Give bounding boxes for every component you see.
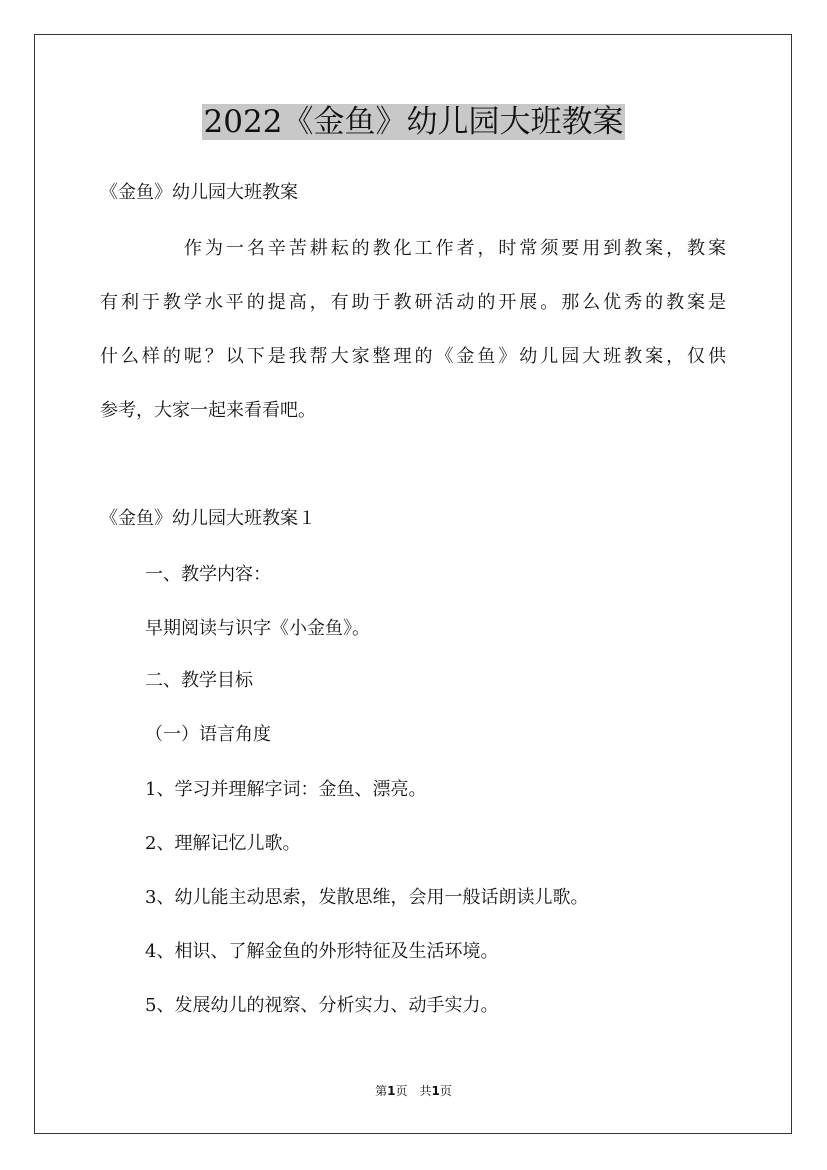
goal-item-2: 2、理解记忆儿歌。 bbox=[145, 833, 301, 854]
goal-item-4: 4、相识、了解金鱼的外形特征及生活环境。 bbox=[145, 941, 499, 962]
document-subtitle: 《金鱼》幼儿园大班教案 bbox=[100, 182, 298, 203]
intro-line-1: 作为一名辛苦耕耘的教化工作者，时常须要用到教案，教案 bbox=[184, 238, 726, 259]
footer-middle: 页 共 bbox=[395, 1084, 432, 1098]
intro-line-3: 什么样的呢？以下是我帮大家整理的《金鱼》幼儿园大班教案，仅供 bbox=[100, 346, 726, 367]
document-title-text: 2022《金鱼》幼儿园大班教案 bbox=[203, 104, 624, 140]
intro-line-2: 有利于教学水平的提高，有助于教研活动的开展。那么优秀的教案是 bbox=[100, 292, 726, 313]
goal-item-5: 5、发展幼儿的视察、分析实力、动手实力。 bbox=[145, 995, 499, 1016]
footer-total-pages: 1 bbox=[431, 1084, 440, 1098]
document-title bbox=[0, 100, 827, 144]
content-heading: 一、教学内容： bbox=[145, 564, 271, 585]
goals-heading: 二、教学目标 bbox=[145, 670, 253, 691]
footer-prefix: 第 bbox=[375, 1084, 388, 1098]
footer-suffix: 页 bbox=[439, 1084, 452, 1098]
section-title: 《金鱼》幼儿园大班教案１ bbox=[100, 508, 316, 529]
goal-item-3: 3、幼儿能主动思索，发散思维，会用一般话朗读儿歌。 bbox=[145, 887, 589, 908]
content-text: 早期阅读与识字《小金鱼》。 bbox=[145, 618, 370, 639]
intro-line-4: 参考，大家一起来看看吧。 bbox=[100, 400, 316, 421]
footer-current-page: 1 bbox=[387, 1084, 396, 1098]
goal-item-1: 1、学习并理解字词：金鱼、漂亮。 bbox=[145, 779, 427, 800]
language-heading: （一）语言角度 bbox=[145, 724, 271, 745]
page-footer bbox=[0, 1083, 827, 1099]
